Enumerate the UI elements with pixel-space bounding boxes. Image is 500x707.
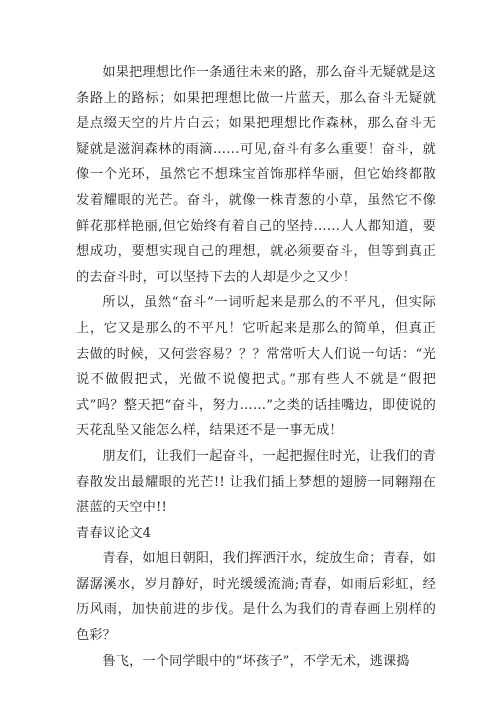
paragraph-4: 青春，如旭日朝阳，我们挥洒汗水，绽放生命；青春，如潺潺溪水，岁月静好，时光缓缓流淌;青春，如雨后彩虹，经历风雨，加快前进的步伐。是什么为我们的青春画上别样的色彩？	[76, 551, 436, 644]
paragraph-3: 朋友们，让我们一起奋斗，一起把握住时光，让我们的青春散发出最耀眼的光芒!! 让我们插上梦想的翅膀一同翱翔在湛蓝的天空中!!	[76, 448, 436, 516]
paragraph-1: 如果把理想比作一条通往未来的路，那么奋斗无疑就是这条路上的路标；如果把理想比做一片蓝天，那么奋斗无疑就是点缀天空的片片白云；如果把理想比作森林，那么奋斗无疑就是滋润森林的雨滴……可见,奋斗有多么重要！奋斗，就像一个光环，虽然它不想珠宝首饰那样华丽，但它始终都散发着耀眼的光芒。奋斗，就像一株青葱的小草，虽然它不像鲜花那样艳丽,但它始终有着自己的坚持……人人都知道，要想成功，要想实现自己的理想，就必须要奋斗，但等到真正的去奋斗时，可以坚持下去的人却是少之又少！	[76, 65, 436, 285]
paragraph-2: 所以，虽然“奋斗”一词听起来是那么的不平凡，但实际上，它又是那么的不平凡！它听起来是那么的简单，但真正去做的时候，又何尝容易？？？常常听大人们说一句话：“光说不做假把式，光做不说傻把式。”那有些人不就是“假把式”吗？整天把“奋斗，努力……”之类的话挂嘴边，即使说的天花乱坠又能怎么样，结果还不是一事无成！	[76, 295, 436, 439]
paragraph-5: 鲁飞，一个同学眼中的“坏孩子”，不学无术，逃课捣	[102, 653, 410, 669]
document-page	[76, 60, 436, 674]
section-heading: 青春议论文4	[76, 525, 152, 541]
